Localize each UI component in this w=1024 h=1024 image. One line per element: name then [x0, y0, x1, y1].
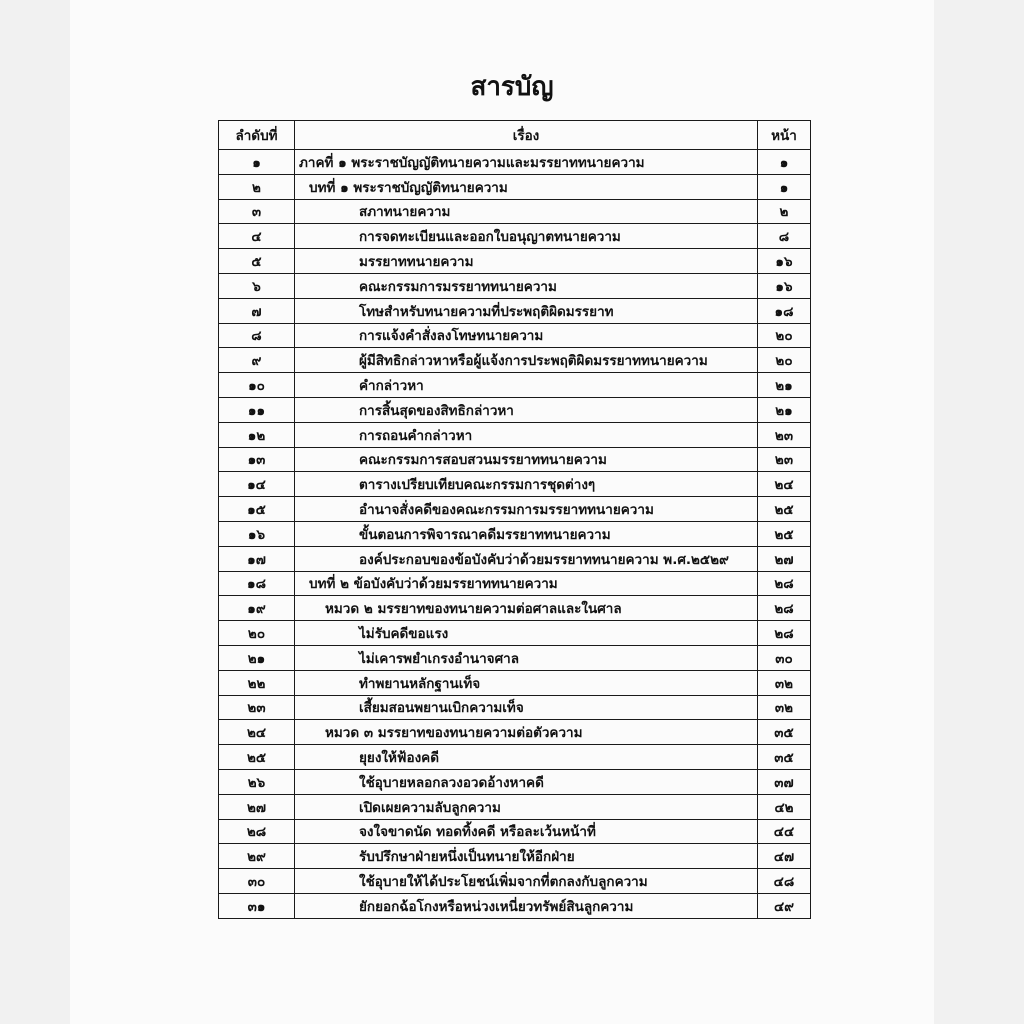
column-header-topic: เรื่อง [295, 121, 758, 150]
row-page: ๑๖ [758, 249, 811, 274]
page-title: สารบัญ [470, 72, 554, 102]
row-page: ๒๗ [758, 546, 811, 571]
row-page: ๔๘ [758, 869, 811, 894]
table-body [219, 150, 811, 919]
table-row [219, 150, 811, 175]
row-page: ๓๗ [758, 769, 811, 794]
row-page: ๒๓ [758, 447, 811, 472]
row-number: ๒๙ [219, 844, 295, 869]
row-topic: เสี้ยมสอนพยานเบิกความเท็จ [295, 695, 758, 720]
row-topic: ผู้มีสิทธิกล่าวหาหรือผู้แจ้งการประพฤติผิดมรรยาททนายความ [295, 348, 758, 373]
row-number: ๙ [219, 348, 295, 373]
table-row [219, 769, 811, 794]
row-number: ๗ [219, 298, 295, 323]
row-page: ๒๓ [758, 422, 811, 447]
row-page: ๒๕ [758, 497, 811, 522]
table-row [219, 645, 811, 670]
table-row [219, 447, 811, 472]
table-row [219, 596, 811, 621]
row-topic: การสิ้นสุดของสิทธิกล่าวหา [295, 397, 758, 422]
row-topic: สภาทนายความ [295, 199, 758, 224]
row-number: ๒๑ [219, 645, 295, 670]
row-topic: ใช้อุบายให้ได้ประโยชน์เพิ่มจากที่ตกลงกับลูกความ [295, 869, 758, 894]
row-page: ๔๒ [758, 794, 811, 819]
row-number: ๑๙ [219, 596, 295, 621]
row-number: ๑๓ [219, 447, 295, 472]
row-number: ๒๘ [219, 819, 295, 844]
row-topic: บทที่ ๑ พระราชบัญญัติทนายความ [295, 174, 758, 199]
row-number: ๑๐ [219, 373, 295, 398]
table-row [219, 298, 811, 323]
row-page: ๒๘ [758, 571, 811, 596]
row-number: ๒๓ [219, 695, 295, 720]
row-number: ๑๕ [219, 497, 295, 522]
row-number: ๑๖ [219, 521, 295, 546]
table-row [219, 571, 811, 596]
table-row [219, 844, 811, 869]
row-page: ๒ [758, 199, 811, 224]
row-page: ๒๕ [758, 521, 811, 546]
row-number: ๓๑ [219, 893, 295, 918]
row-page: ๒๘ [758, 596, 811, 621]
row-topic: หมวด ๓ มรรยาทของทนายความต่อตัวความ [295, 720, 758, 745]
row-topic: ทำพยานหลักฐานเท็จ [295, 670, 758, 695]
row-topic: มรรยาททนายความ [295, 249, 758, 274]
table-row [219, 546, 811, 571]
table-row [219, 224, 811, 249]
row-page: ๔๗ [758, 844, 811, 869]
row-number: ๔ [219, 224, 295, 249]
row-number: ๑๔ [219, 472, 295, 497]
table-row [219, 348, 811, 373]
row-topic: คณะกรรมการมรรยาททนายความ [295, 273, 758, 298]
table-row [219, 373, 811, 398]
table-row [219, 720, 811, 745]
row-number: ๕ [219, 249, 295, 274]
row-topic: การถอนคำกล่าวหา [295, 422, 758, 447]
row-number: ๒๖ [219, 769, 295, 794]
row-number: ๑๑ [219, 397, 295, 422]
row-page: ๑๘ [758, 298, 811, 323]
table-row [219, 273, 811, 298]
row-topic: อำนาจสั่งคดีของคณะกรรมการมรรยาททนายความ [295, 497, 758, 522]
row-page: ๒๑ [758, 397, 811, 422]
row-page: ๒๔ [758, 472, 811, 497]
row-topic: รับปรึกษาฝ่ายหนึ่งเป็นทนายให้อีกฝ่าย [295, 844, 758, 869]
row-topic: ภาคที่ ๑ พระราชบัญญัติทนายความและมรรยาททนายความ [295, 150, 758, 175]
row-topic: โทษสำหรับทนายความที่ประพฤติผิดมรรยาท [295, 298, 758, 323]
row-topic: ตารางเปรียบเทียบคณะกรรมการชุดต่างๆ [295, 472, 758, 497]
row-page: ๔๙ [758, 893, 811, 918]
row-topic: ขั้นตอนการพิจารณาคดีมรรยาททนายความ [295, 521, 758, 546]
row-number: ๑๘ [219, 571, 295, 596]
table-row [219, 472, 811, 497]
row-topic: คำกล่าวหา [295, 373, 758, 398]
row-topic: ใช้อุบายหลอกลวงอวดอ้างหาคดี [295, 769, 758, 794]
row-number: ๖ [219, 273, 295, 298]
row-number: ๒๐ [219, 621, 295, 646]
row-page: ๓๒ [758, 670, 811, 695]
row-number: ๒๗ [219, 794, 295, 819]
table-row [219, 422, 811, 447]
row-page: ๔๔ [758, 819, 811, 844]
row-number: ๒๔ [219, 720, 295, 745]
row-page: ๓๐ [758, 645, 811, 670]
row-topic: หมวด ๒ มรรยาทของทนายความต่อศาลและในศาล [295, 596, 758, 621]
row-page: ๓๕ [758, 745, 811, 770]
row-page: ๓๕ [758, 720, 811, 745]
row-number: ๒ [219, 174, 295, 199]
row-page: ๒๐ [758, 323, 811, 348]
table-row [219, 323, 811, 348]
table-row [219, 397, 811, 422]
row-page: ๒๐ [758, 348, 811, 373]
row-page: ๘ [758, 224, 811, 249]
row-topic: การแจ้งคำสั่งลงโทษทนายความ [295, 323, 758, 348]
table-row [219, 199, 811, 224]
contents-table [218, 120, 811, 919]
row-topic: จงใจขาดนัด ทอดทิ้งคดี หรือละเว้นหน้าที่ [295, 819, 758, 844]
row-number: ๑๒ [219, 422, 295, 447]
row-topic: คณะกรรมการสอบสวนมรรยาททนายความ [295, 447, 758, 472]
table-row [219, 521, 811, 546]
row-page: ๑ [758, 150, 811, 175]
table-header-row [219, 121, 811, 150]
table-row [219, 695, 811, 720]
table-row [219, 869, 811, 894]
table-row [219, 745, 811, 770]
row-topic: เปิดเผยความลับลูกความ [295, 794, 758, 819]
row-number: ๓ [219, 199, 295, 224]
table-row [219, 819, 811, 844]
row-topic: องค์ประกอบของข้อบังคับว่าด้วยมรรยาททนายความ พ.ศ.๒๕๒๙ [295, 546, 758, 571]
row-topic: ไม่เคารพยำเกรงอำนาจศาล [295, 645, 758, 670]
column-header-no: ลำดับที่ [219, 121, 295, 150]
row-number: ๓๐ [219, 869, 295, 894]
row-number: ๑๗ [219, 546, 295, 571]
row-page: ๑ [758, 174, 811, 199]
row-number: ๒๕ [219, 745, 295, 770]
row-number: ๒๒ [219, 670, 295, 695]
row-topic: ยักยอกฉ้อโกงหรือหน่วงเหนี่ยวทรัพย์สินลูกความ [295, 893, 758, 918]
row-topic: ยุยงให้ฟ้องคดี [295, 745, 758, 770]
table-row [219, 621, 811, 646]
row-page: ๒๑ [758, 373, 811, 398]
table-row [219, 670, 811, 695]
row-number: ๑ [219, 150, 295, 175]
row-topic: การจดทะเบียนและออกใบอนุญาตทนายความ [295, 224, 758, 249]
row-number: ๘ [219, 323, 295, 348]
row-page: ๑๖ [758, 273, 811, 298]
row-topic: ไม่รับคดีขอแรง [295, 621, 758, 646]
table-row [219, 794, 811, 819]
row-page: ๓๒ [758, 695, 811, 720]
table-row [219, 893, 811, 918]
column-header-page: หน้า [758, 121, 811, 150]
table-row [219, 249, 811, 274]
row-page: ๒๘ [758, 621, 811, 646]
table-row [219, 497, 811, 522]
table-row [219, 174, 811, 199]
row-topic: บทที่ ๒ ข้อบังคับว่าด้วยมรรยาททนายความ [295, 571, 758, 596]
